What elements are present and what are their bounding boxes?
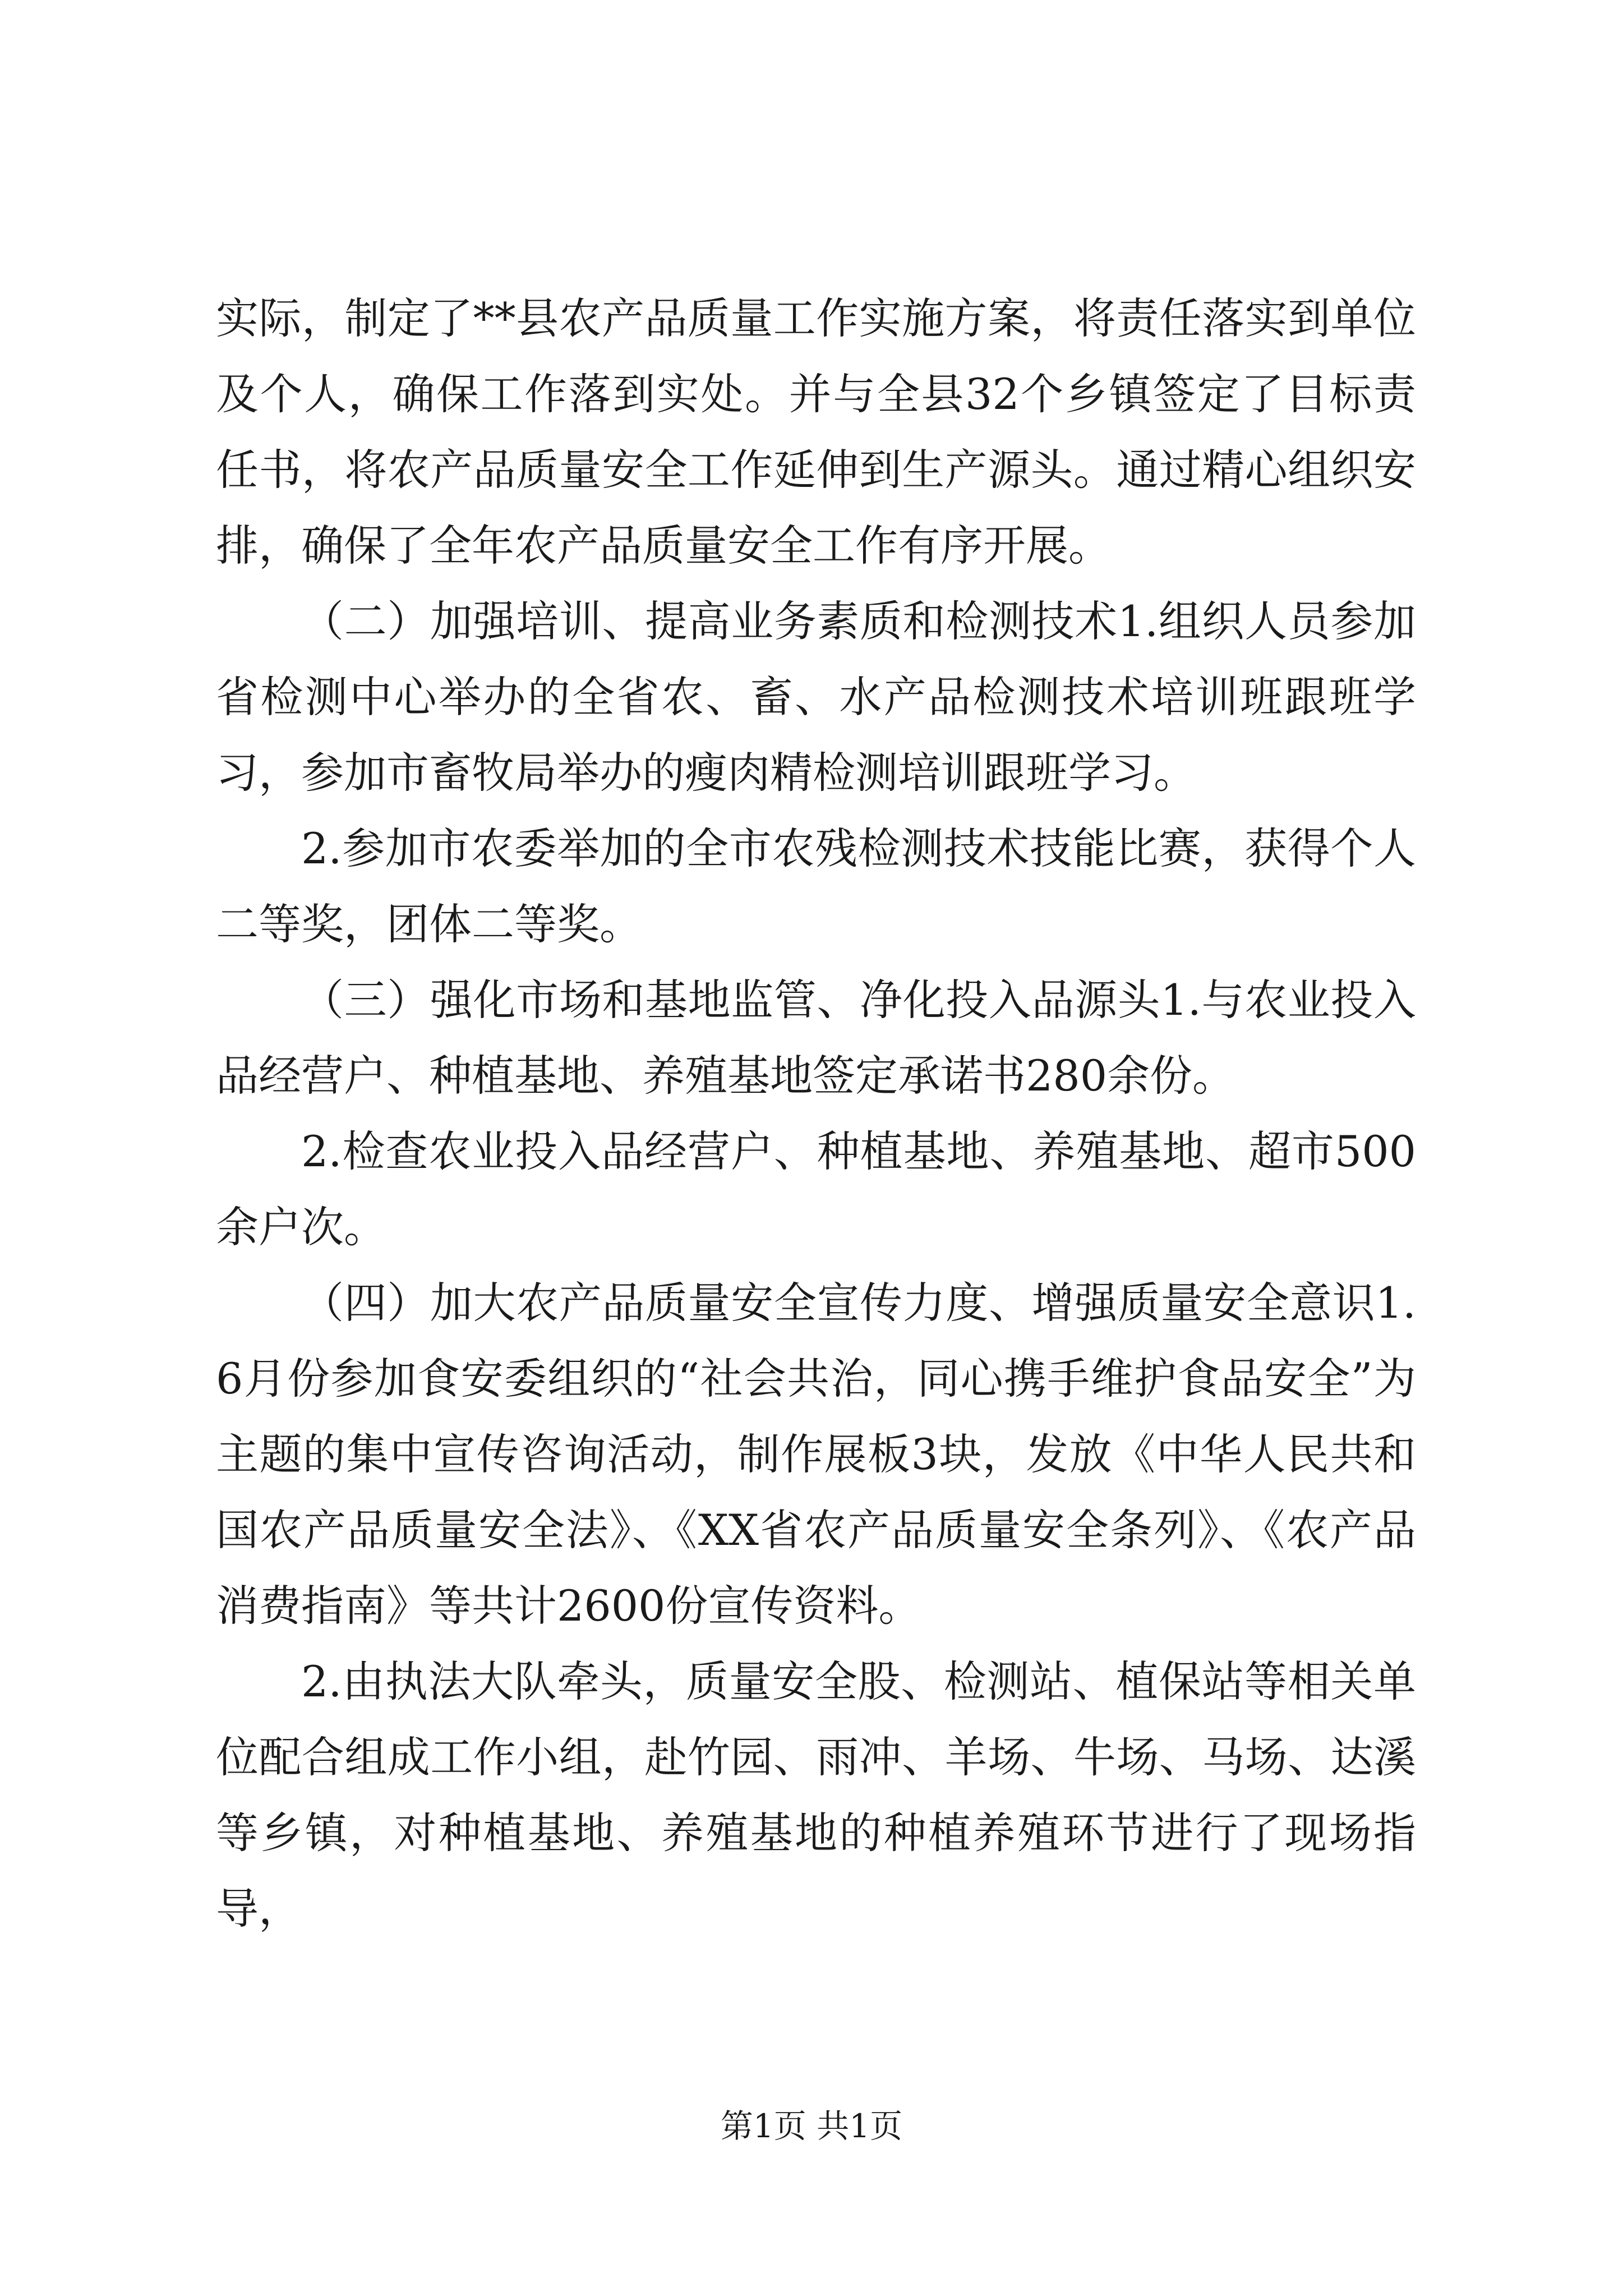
- page-number-footer: 第1页 共1页: [720, 2107, 903, 2145]
- paragraph-section-2-training: （二）加强培训、提高业务素质和检测技术1.组织人员参加省检测中心举办的全省农、畜、水产品检测技术培训班跟班学习，参加市畜牧局举办的瘦肉精检测培训跟班学习。: [216, 596, 1416, 798]
- paragraph-field-guidance: 2.由执法大队牵头，质量安全股、检测站、植保站等相关单位配合组成工作小组，赴竹园、雨冲、羊场、牛场、马场、达溪等乡镇，对种植基地、养殖基地的种植养殖环节进行了现场指导，: [216, 1657, 1416, 1934]
- paragraph-section-3-supervision: （三）强化市场和基地监管、净化投入品源头1.与农业投入品经营户、种植基地、养殖基地签定承诺书280余份。: [216, 975, 1416, 1101]
- document-body: [216, 280, 1416, 1947]
- paragraph-inspection: 2.检查农业投入品经营户、种植基地、养殖基地、超市500余户次。: [216, 1126, 1416, 1252]
- paragraph-continuation: 实际，制定了**县农产品质量工作实施方案，将责任落实到单位及个人，确保工作落到实处。并与全县32个乡镇签定了目标责任书，将农产品质量安全工作延伸到生产源头。通过精心组织安排，确保了全年农产品质量安全工作有序开展。: [216, 293, 1416, 570]
- paragraph-competition: 2.参加市农委举加的全市农残检测技术技能比赛，获得个人二等奖，团体二等奖。: [216, 823, 1416, 949]
- paragraph-section-4-publicity: （四）加大农产品质量安全宣传力度、增强质量安全意识1.6月份参加食安委组织的“社会共治，同心携手维护食品安全”为主题的集中宣传咨询活动，制作展板3块，发放《中华人民共和国农产品质量安全法》、《XX省农产品质量安全条列》、《农产品消费指南》等共计2600份宣传资料。: [216, 1278, 1416, 1631]
